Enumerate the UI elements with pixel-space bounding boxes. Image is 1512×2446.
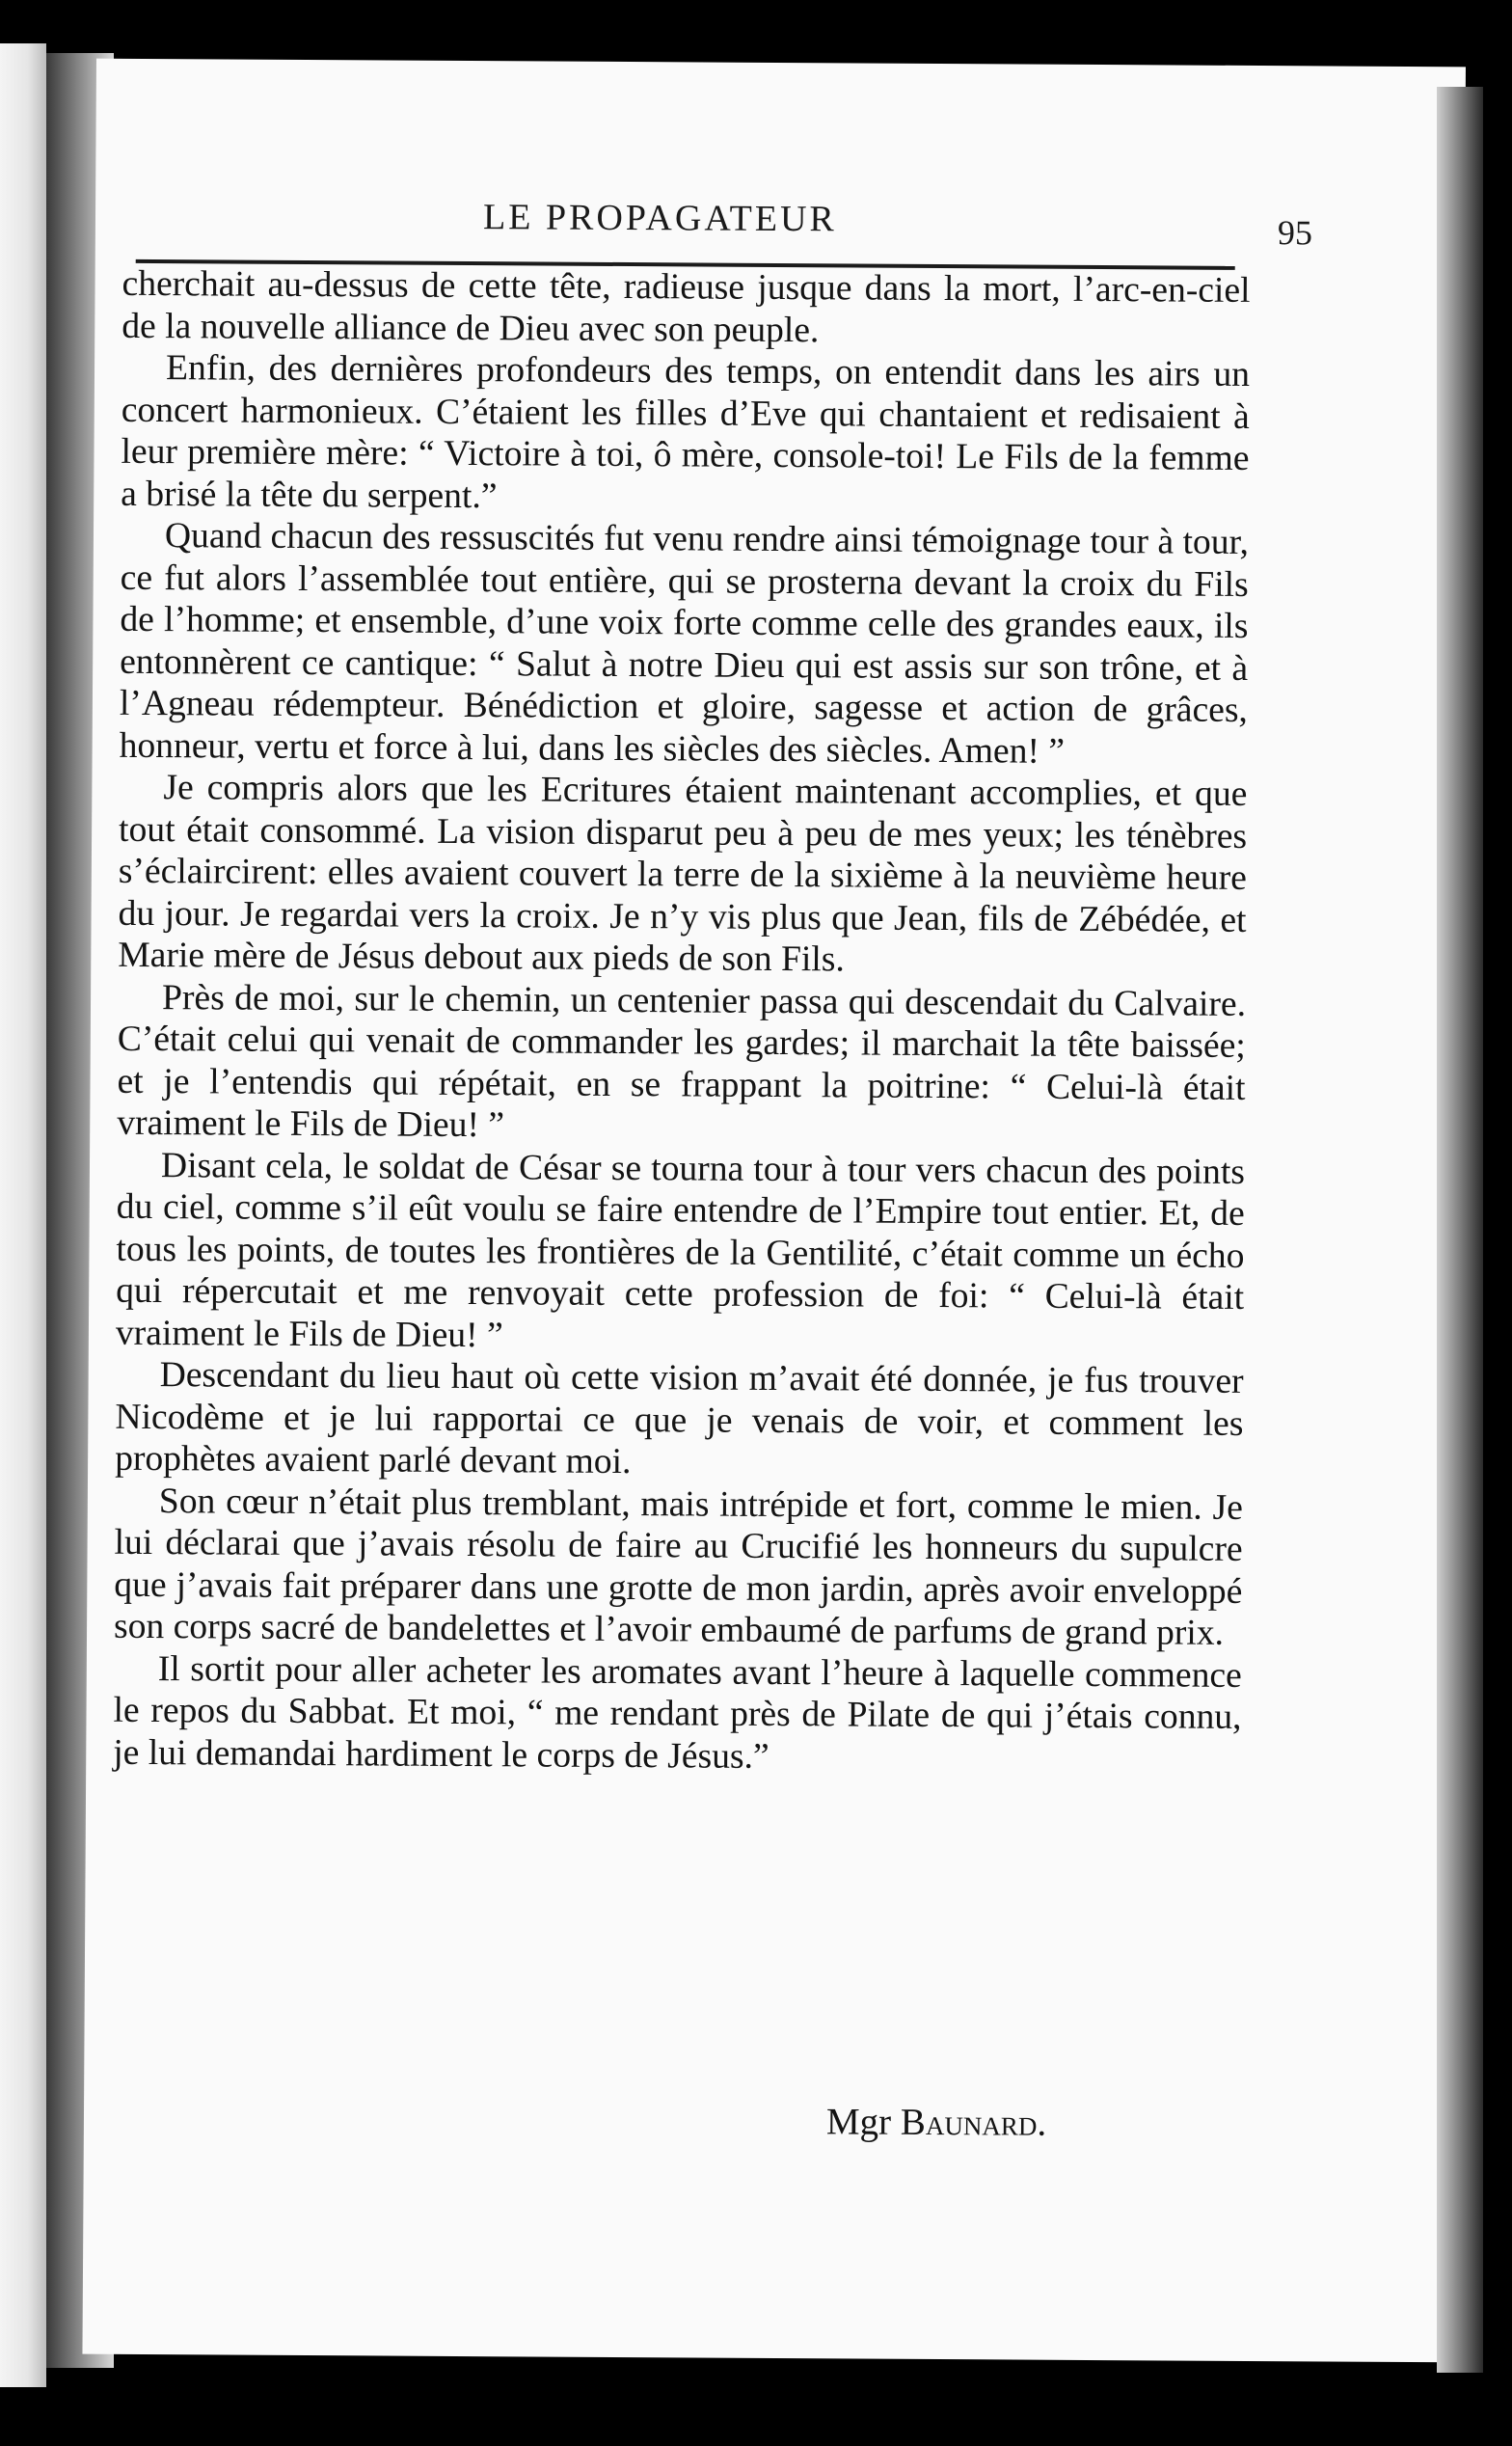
body-text — [113, 263, 1251, 1780]
signature-name: Baunard. — [900, 2101, 1047, 2144]
paragraph: Je compris alors que les Ecritures étaient maintenant accomplies, et que tout était consommé. La vision disparut peu à peu de mes yeux; les ténèbres s’éclaircirent: elles avaient couvert la terre de la sixième à la neuvième heure du jour. Je regardai vers la croix. Je n’y vis plus que Jean, fils de Zébédée, et Marie mère de Jésus debout aux pieds de son Fils. — [118, 768, 1248, 980]
paragraph: Quand chacun des ressuscités fut venu rendre ainsi témoignage tour à tour, ce fut alors l’assemblée tout entière, qui se prosterna devant la croix du Fils de l’homme; et ensemble, d’une voix forte comme celle des grandes eaux, ils entonnèrent ce cantique: “ Salut à notre Dieu qui est assis sur son trône, et à l’Agneau rédempteur. Bénédiction et gloire, sagesse et action de grâces, honneur, vertu et force à lui, dans les siècles des siècles. Amen! ” — [119, 516, 1250, 772]
book-page — [82, 59, 1466, 2363]
paragraph: cherchait au-dessus de cette tête, radieuse jusque dans la mort, l’arc-en-ciel de la nouvelle alliance de Dieu avec son peuple. — [122, 263, 1251, 350]
page-stack-edge — [1437, 87, 1483, 2373]
adjacent-page-edge — [0, 43, 46, 2387]
paragraph: Son cœur n’était plus tremblant, mais intrépide et fort, comme le mien. Je lui déclarai que j’avais résolu de faire au Crucifié les honneurs du supulcre que j’avais fait préparer dans une grotte de mon jardin, après avoir enveloppé son corps sacré de bandelettes et l’avoir embaumé de parfums de grand prix. — [113, 1481, 1243, 1653]
paragraph: Disant cela, le soldat de César se tourna tour à tour vers chacun des points du ciel, comme s’il eût voulu se faire entendre de l’Empire tout entier. Et, de tous les points, de toutes les frontières de la Gentilité, c’était comme un écho qui répercutait et me renvoyait cette profession de foi: “ Celui-là était vraiment le Fils de Dieu! ” — [115, 1145, 1246, 1355]
paragraph: Près de moi, sur le chemin, un centenier passa qui descendait du Calvaire. C’était celui qui venait de commander les gardes; il marchait la tête baissée; et je l’entendis qui répétait, en se frappant la poitrine: “ Celui-là était vraiment le Fils de Dieu! ” — [117, 977, 1247, 1146]
signature-prefix: Mgr — [825, 2101, 892, 2143]
page-number: 95 — [1277, 213, 1313, 253]
paragraph: Enfin, des dernières profondeurs des temps, on entendit dans les airs un concert harmonieux. C’étaient les filles d’Eve qui chantaient et redisaient à leur première mère: “ Victoire à toi, ô mère, console-toi! Le Fils de la femme a brisé la tête du serpent.” — [121, 348, 1251, 516]
paragraph: Descendant du lieu haut où cette vision m’avait été donnée, je fus trouver Nicodème et je lui rapportai ce que je venais de voir, et comment les prophètes avaient parlé devant moi. — [115, 1355, 1244, 1482]
author-signature — [826, 2100, 1046, 2144]
paragraph: Il sortit pour aller acheter les aromates avant l’heure à laquelle commence le repos du Sabbat. Et moi, “ me rendant près de Pilate de qui j’étais connu, je lui demandai hardiment le corps de Jésus.” — [113, 1648, 1242, 1777]
running-title: LE PROPAGATEUR — [482, 197, 837, 240]
